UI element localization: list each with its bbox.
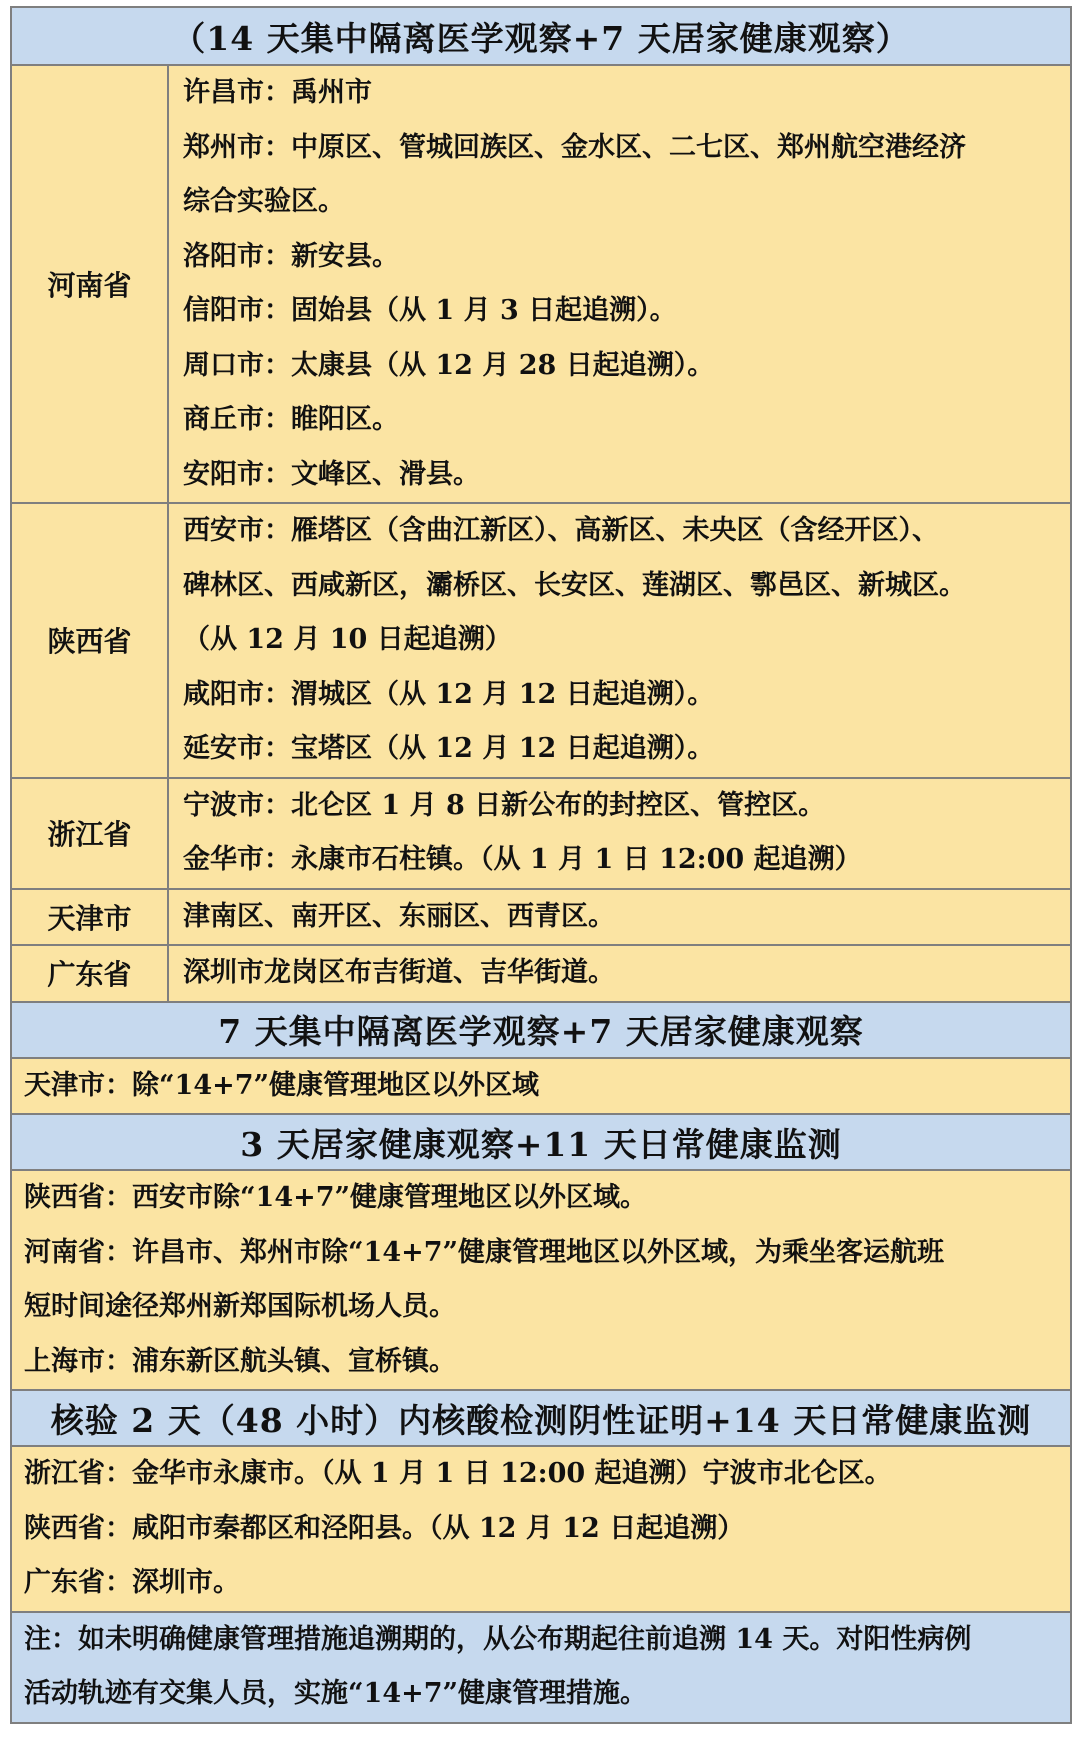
area-line: 许昌市：禹州市	[183, 77, 372, 108]
province-name-shaanxi: 陕西省	[11, 503, 168, 778]
area-line: 津南区、南开区、东丽区、西青区。	[183, 900, 615, 932]
area-line: 碑林区、西咸新区，灞桥区、长安区、莲湖区、鄠邑区、新城区。	[183, 569, 966, 601]
section-test-body-row	[11, 1446, 1071, 1612]
area-line: 延安市：宝塔区（从 12 月 12 日起追溯）。	[183, 733, 715, 764]
section-3-11-header: 3 天居家健康观察+11 天日常健康监测	[11, 1114, 1071, 1170]
area-line: 金华市：永康市石柱镇。（从 1 月 1 日 12:00 起追溯）	[183, 844, 862, 875]
section-7-7-header-row	[11, 1002, 1071, 1058]
area-line: 上海市：浦东新区航头镇、宣桥镇。	[24, 1345, 456, 1377]
area-line: 咸阳市：渭城区（从 12 月 12 日起追溯）。	[183, 678, 715, 710]
area-line: 西安市：雁塔区（含曲江新区）、高新区、未央区（含经开区）、	[183, 515, 939, 546]
area-line: 洛阳市：新安县。	[183, 240, 399, 272]
province-row-shaanxi	[11, 503, 1071, 778]
area-line: 广东省：深圳市。	[24, 1567, 240, 1598]
province-name-tianjin: 天津市	[11, 889, 168, 946]
area-line: 天津市：除“14+7”健康管理地区以外区域	[24, 1069, 540, 1101]
section-3-11-body-row	[11, 1170, 1071, 1390]
section-7-7-body	[11, 1058, 1071, 1115]
area-line: 陕西省：咸阳市秦都区和泾阳县。（从 12 月 12 日起追溯）	[24, 1512, 745, 1544]
province-areas-guangdong	[168, 945, 1071, 1002]
policy-table-wrapper	[10, 6, 1070, 1724]
area-line: 商丘市：睢阳区。	[183, 404, 399, 435]
area-line: 信阳市：固始县（从 1 月 3 日起追溯）。	[183, 295, 677, 326]
area-line: 综合实验区。	[183, 186, 345, 217]
province-row-henan	[11, 65, 1071, 503]
health-management-table	[10, 6, 1072, 1724]
province-name-henan: 河南省	[11, 65, 168, 503]
province-name-guangdong: 广东省	[11, 945, 168, 1002]
province-areas-tianjin	[168, 889, 1071, 946]
area-line: 郑州市：中原区、管城回族区、金水区、二七区、郑州航空港经济	[183, 131, 966, 163]
area-line: 短时间途径郑州新郑国际机场人员。	[24, 1291, 456, 1322]
note-line: 活动轨迹有交集人员，实施“14+7”健康管理措施。	[24, 1678, 648, 1709]
area-line: 周口市：太康县（从 12 月 28 日起追溯）。	[183, 349, 715, 381]
area-line: 安阳市：文峰区、滑县。	[183, 458, 480, 490]
area-line: 陕西省：西安市除“14+7”健康管理地区以外区域。	[24, 1182, 648, 1213]
section-nucleic-test-header: 核验 2 天（48 小时）内核酸检测阴性证明+14 天日常健康监测	[11, 1390, 1071, 1446]
section-nucleic-test-body	[11, 1446, 1071, 1612]
section-3-11-body	[11, 1170, 1071, 1390]
footnote	[11, 1612, 1071, 1723]
province-row-zhejiang	[11, 778, 1071, 889]
province-areas-henan	[168, 65, 1071, 503]
section-test-header-row	[11, 1390, 1071, 1446]
province-row-guangdong	[11, 945, 1071, 1002]
province-row-tianjin	[11, 889, 1071, 946]
note-line: 注：如未明确健康管理措施追溯期的，从公布期起往前追溯 14 天。对阳性病例	[24, 1623, 972, 1655]
section-3-11-header-row	[11, 1114, 1071, 1170]
area-line: 河南省：许昌市、郑州市除“14+7”健康管理地区以外区域，为乘坐客运航班	[24, 1236, 945, 1268]
province-areas-shaanxi	[168, 503, 1071, 778]
section-14-7-header: （14 天集中隔离医学观察+7 天居家健康观察）	[11, 7, 1071, 65]
area-line: 浙江省：金华市永康市。（从 1 月 1 日 12:00 起追溯）宁波市北仑区。	[24, 1458, 892, 1489]
area-line: （从 12 月 10 日起追溯）	[183, 624, 512, 655]
province-areas-zhejiang	[168, 778, 1071, 889]
section-14-7-header-row	[11, 7, 1071, 65]
area-line: 宁波市：北仑区 1 月 8 日新公布的封控区、管控区。	[183, 789, 826, 821]
province-name-zhejiang: 浙江省	[11, 778, 168, 889]
note-row	[11, 1612, 1071, 1723]
section-7-7-header: 7 天集中隔离医学观察+7 天居家健康观察	[11, 1002, 1071, 1058]
area-line: 深圳市龙岗区布吉街道、吉华街道。	[183, 957, 615, 988]
section-7-7-body-row	[11, 1058, 1071, 1115]
